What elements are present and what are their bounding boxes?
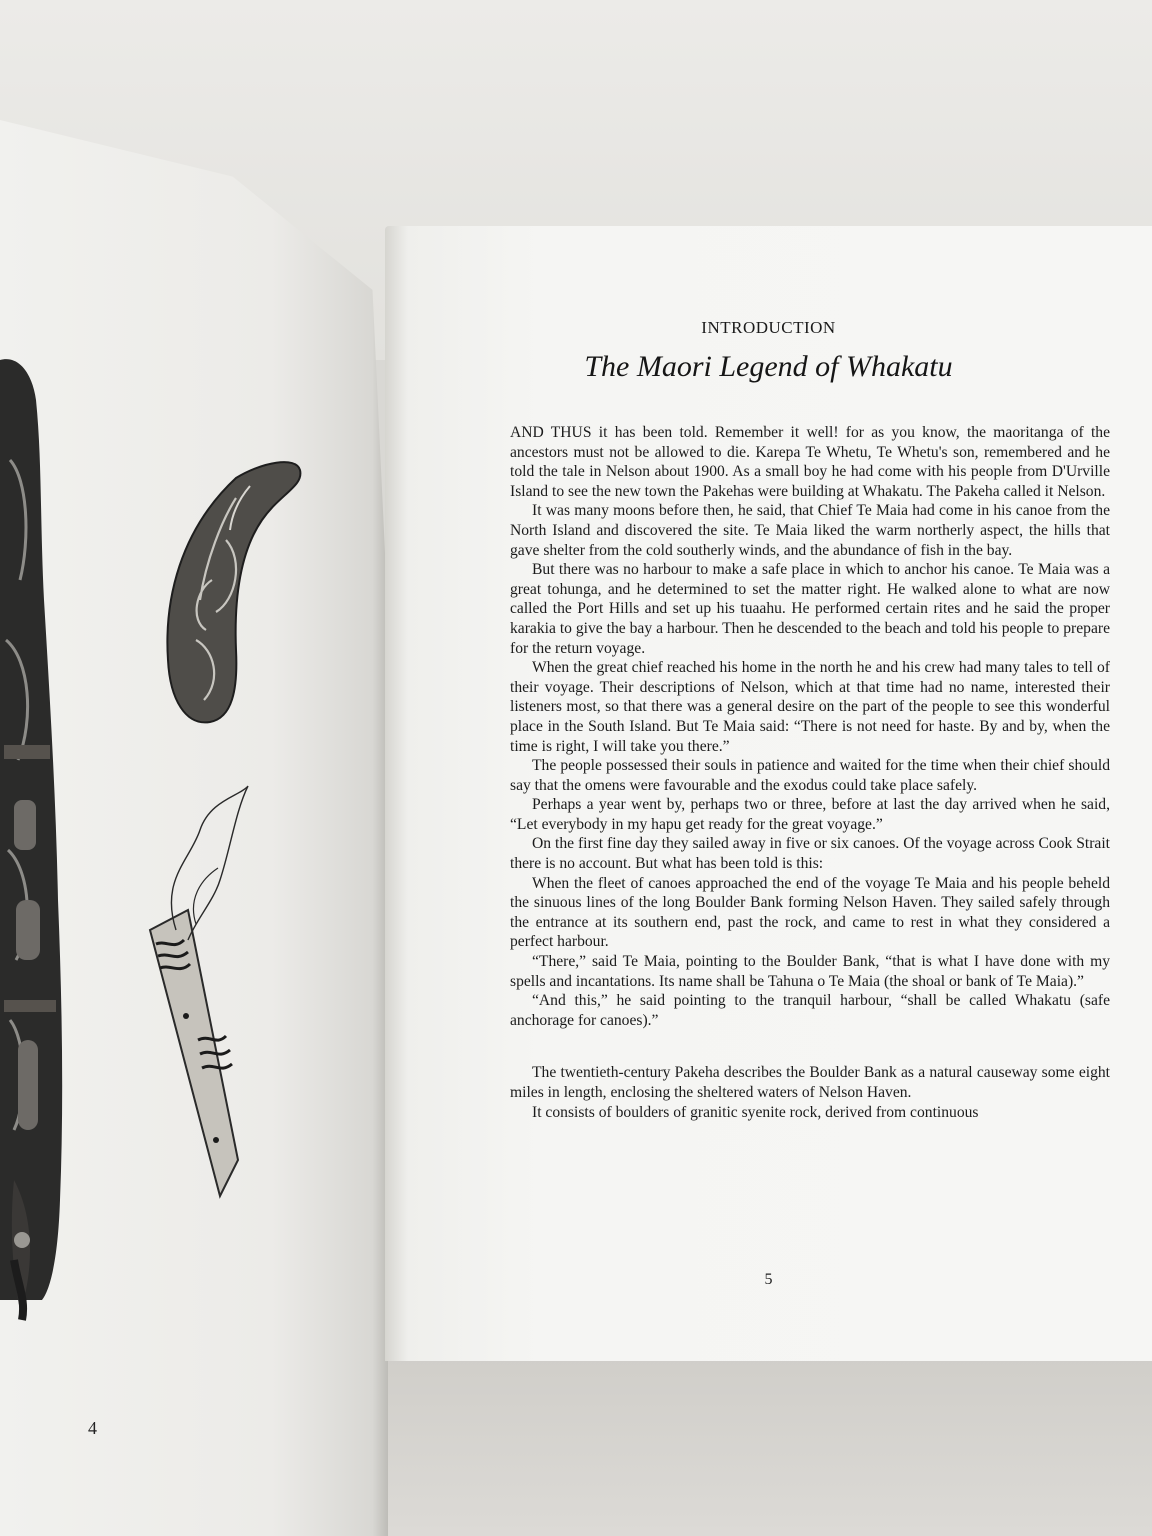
paragraph: When the great chief reached his home in the north he and his crew had many tales to tell of their voyage. Their descriptions of Nelson, which at that time had no name, interested their listeners most, so that there was a general desire on the part of the people to see this wonderful place in the South Island. But Te Maia said: “There is not need for haste. By and by, when the time is right, I will take you there.” [510,659,1110,755]
left-page-number: 4 [88,1418,97,1438]
left-page-illustrations [0,0,388,1536]
paragraph: When the fleet of canoes approached the end of the voyage Te Maia and his people beheld the sinuous lines of the long Boulder Bank forming Nelson Haven. They sailed safely through the entrance at its southern end, past the rock, and came to rest in what they considered a perfect harbour. [510,874,1110,951]
paragraph: But there was no harbour to make a safe place in which to anchor his canoe. Te Maia was a great tohunga, and he determined to set the matter right. He walked alone to what are now called the Port Hills and set up his tuaahu. He performed certain rites and he said the proper karakia to give the bay a harbour. Then he descended to the beach and told his people to prepare for the return voyage. [510,561,1110,657]
carved-flute-illustration [150,786,248,1196]
paragraph: The twentieth-century Pakeha describes the Boulder Bank as a natural causeway some eight miles in length, enclosing the sheltered waters of Nelson Haven. [510,1064,1110,1101]
paragraph: The people possessed their souls in patience and waited for the time when their chief should say that the omens were favourable and the exodus could take place safely. [510,757,1110,794]
page-title: The Maori Legend of Whakatu [584,350,953,383]
right-page [385,226,1152,1361]
paragraph: On the first fine day they sailed away in five or six canoes. Of the voyage across Cook Strait there is no account. But what has been told is this: [510,835,1110,873]
paragraph: “And this,” he said pointing to the tranquil harbour, “shall be called Whakatu (safe anchorage for canoes).” [510,992,1110,1029]
paragraph: It consists of boulders of granitic syenite rock, derived from continuous [532,1103,979,1121]
carved-pendant-illustration [167,462,300,722]
body-text [510,423,1110,1122]
paragraph: “There,” said Te Maia, pointing to the Boulder Bank, “that is what I have done with my spells and incantations. Its name shall be Tahuna o Te Maia (the shoal or bank of Te Maia).” [510,953,1110,990]
paragraph: It was many moons before then, he said, that Chief Te Maia had come in his canoe from the North Island and discovered the site. Te Maia liked the warm northerly aspect, the hills that gave shelter from the cold southerly winds, and the abundance of fish in the bay. [510,502,1110,559]
section-kicker [385,318,1152,338]
carved-staff-illustration [0,359,62,1320]
paragraph: Perhaps a year went by, perhaps two or three, before at last the day arrived when he said, “Let everybody in my hapu get ready for the great voyage.” [510,796,1110,833]
paragraph: AND THUS it has been told. Remember it well! for as you know, the maoritanga of the ancestors must not be allowed to die. Karepa Te Whetu, Te Whetu's son, remembered and he told the tale in Nelson about 1900. As a small boy he had come with his people from D'Urville Island to see the new town the Pakehas were building at Whakatu. The Pakeha called it Nelson. [510,424,1110,500]
introduction-label: INTRODUCTION [701,318,836,337]
right-page-number: 5 [764,1271,773,1288]
